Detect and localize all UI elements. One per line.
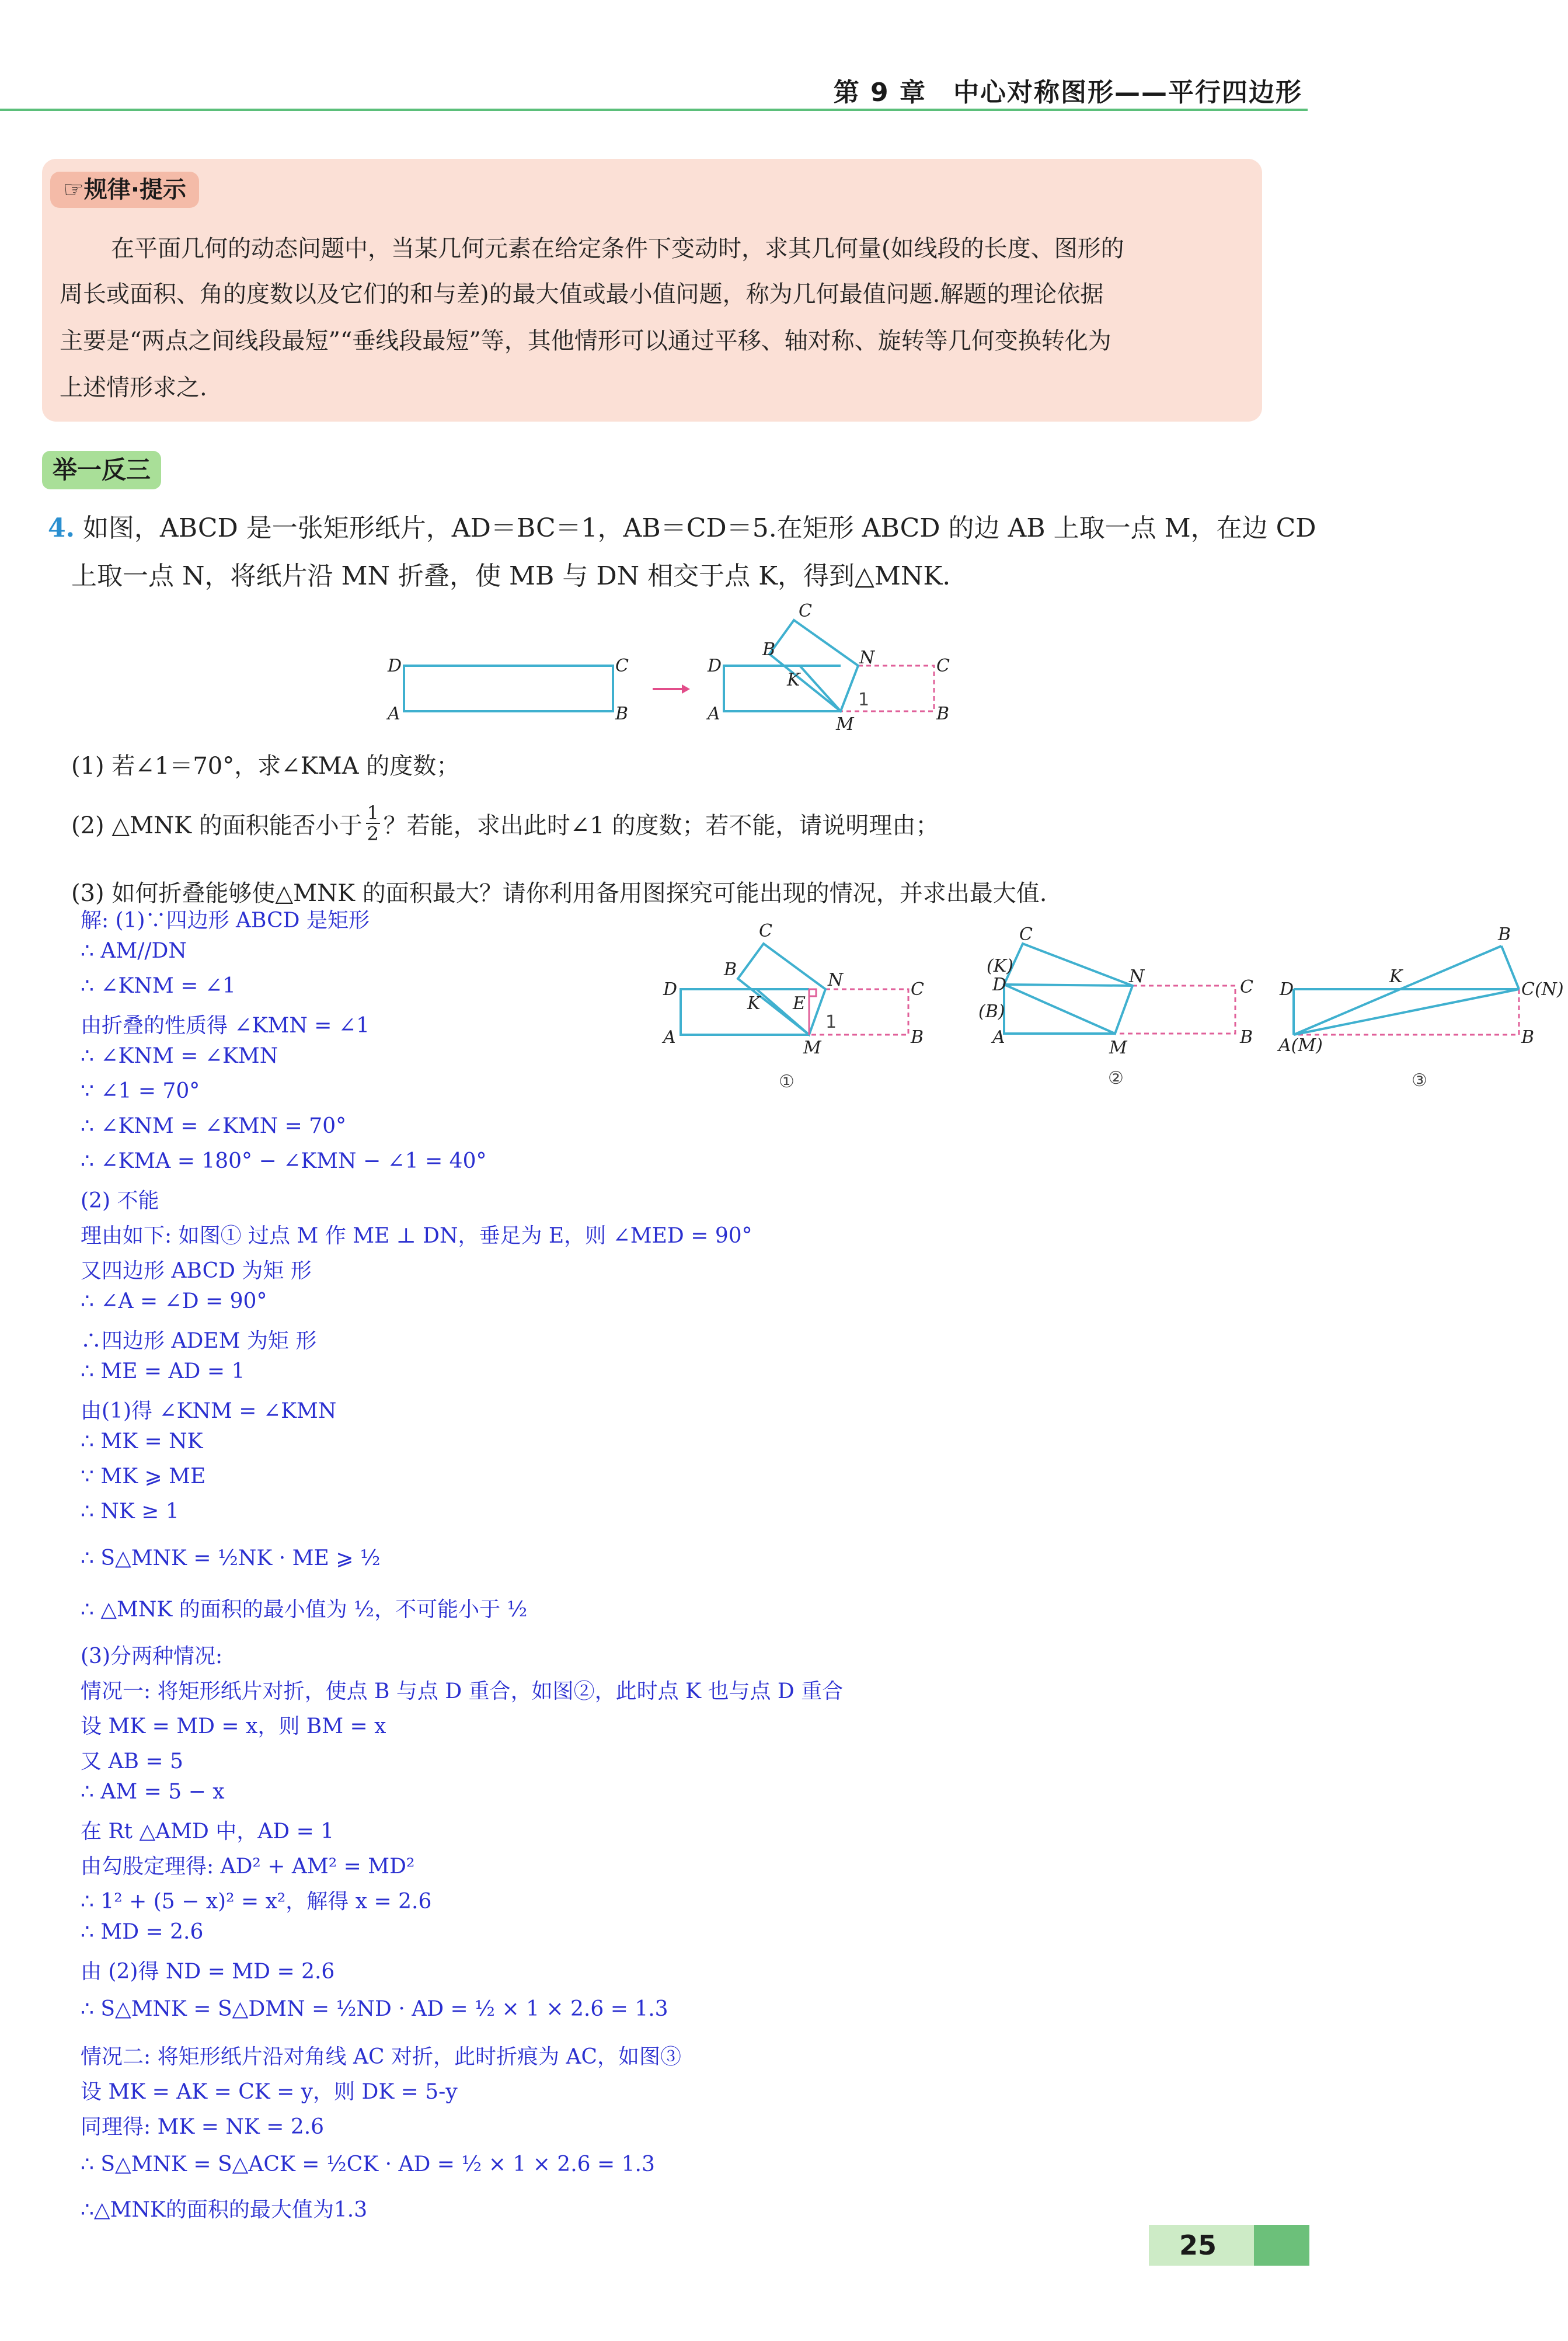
label-K: K (1389, 966, 1403, 987)
chapter-header: 第 9 章 中心对称图形——平行四边形 (833, 78, 1302, 107)
figure-3 (1277, 924, 1564, 1091)
label-B: B (936, 704, 950, 724)
figure-number-1: ① (779, 1072, 795, 1092)
label-D: D (708, 656, 722, 676)
answer-line: ∴ ∠KNM = ∠KMN (81, 1044, 278, 1068)
answer-line: 由(1)得 ∠KNM = ∠KMN (81, 1399, 337, 1423)
label-N: N (828, 970, 844, 990)
answer-line: ∴ AM = 5 − x (81, 1780, 225, 1804)
label-M: M (1109, 1038, 1127, 1058)
label-C: C (759, 921, 772, 941)
label-N: N (859, 648, 875, 668)
answer-line: 由折叠的性质得 ∠KMN = ∠1 (81, 1014, 370, 1038)
question-line-2: 上取一点 N，将纸片沿 MN 折叠，使 MB 与 DN 相交于点 K，得到△MNK. (71, 561, 951, 591)
answer-line: ∴ S△MNK = ½NK · ME ⩾ ½ (81, 1546, 381, 1570)
label-A: A (708, 704, 720, 724)
label-B: B (615, 704, 629, 724)
label-B: B (1498, 924, 1511, 945)
answer-line: 理由如下: 如图① 过点 M 作 ME ⊥ DN，垂足为 E，则 ∠MED = 90° (81, 1224, 752, 1248)
figure-1 (661, 921, 924, 1092)
label-B: B (762, 639, 776, 660)
answer-line: 设 MK = MD = x，则 BM = x (81, 1714, 386, 1738)
label-A: A (663, 1027, 676, 1048)
answer-line: ∴ ∠KNM = ∠KMN = 70° (81, 1114, 347, 1138)
label-D: D (1280, 979, 1294, 1000)
label-C: C (911, 979, 924, 1000)
figure-folded (706, 601, 950, 735)
answer-line: 解: (1)∵四边形 ABCD 是矩形 (81, 909, 370, 933)
answer-line: (2) 不能 (81, 1189, 159, 1213)
label-N: N (1129, 966, 1145, 987)
label-B: B (724, 959, 737, 980)
subquestion-2-text-b: ？若能，求出此时∠1 的度数；若不能，请说明理由； (383, 812, 939, 839)
tip-line: 上述情形求之. (60, 374, 207, 401)
label-K-paren: (K) (987, 956, 1013, 976)
answer-line: ∴ S△MNK = S△ACK = ½CK · AD = ½ × 1 × 2.6 = 1.3 (81, 2152, 655, 2176)
section-tag: 举一反三 (42, 451, 161, 489)
page-number-box (1149, 2225, 1309, 2266)
label-angle-1: 1 (825, 1012, 837, 1032)
answer-line: 情况二: 将矩形纸片沿对角线 AC 对折，此时折痕为 AC，如图③ (81, 2045, 681, 2069)
answer-line: ∴ NK ≥ 1 (81, 1500, 179, 1523)
label-B: B (1521, 1027, 1535, 1048)
answer-line: ∴ MK = NK (81, 1429, 203, 1453)
subquestion-3: (3) 如何折叠能够使△MNK 的面积最大？请你利用备用图探究可能出现的情况，并求出最大值. (71, 880, 1047, 907)
figure-number-3: ③ (1412, 1070, 1427, 1091)
label-angle-1: 1 (858, 690, 870, 710)
subquestion-1: (1) 若∠1＝70°，求∠KMA 的度数； (71, 753, 460, 780)
label-E: E (793, 993, 806, 1014)
answer-line: 在 Rt △AMD 中，AD = 1 (81, 1820, 334, 1843)
answer-line: 又四边形 ABCD 为矩 形 (81, 1259, 312, 1283)
label-C: C (1240, 977, 1253, 997)
label-C: C (1019, 924, 1033, 945)
answer-line: ∴ MD = 2.6 (81, 1920, 204, 1944)
label-D: D (663, 979, 678, 1000)
label-C: C (799, 601, 812, 621)
subquestion-2-text-a: (2) △MNK 的面积能否小于 (71, 812, 363, 839)
answer-line: 由勾股定理得: AD² + AM² = MD² (81, 1855, 415, 1879)
label-B: B (1240, 1027, 1253, 1048)
label-C: C (936, 656, 950, 676)
tip-line: 在平面几何的动态问题中，当某几何元素在给定条件下变动时，求其几何量(如线段的长度、图形的 (111, 235, 1124, 262)
question-text: 如图，ABCD 是一张矩形纸片，AD＝BC＝1，AB＝CD＝5.在矩形 ABCD 的边 AB 上取一点 M，在边 CD (82, 513, 1316, 543)
answer-line: 由 (2)得 ND = MD = 2.6 (81, 1960, 335, 1984)
answer-line: ∵ MK ⩾ ME (81, 1465, 206, 1488)
answer-line: ∴ ∠KMA = 180° − ∠KMN − ∠1 = 40° (81, 1149, 487, 1173)
label-D: D (388, 656, 402, 676)
fraction-numerator: 1 (367, 802, 379, 824)
figure-rectangle (386, 656, 629, 724)
answer-line: ∴ 1² + (5 − x)² = x²，解得 x = 2.6 (81, 1890, 432, 1914)
rect-abcd (404, 666, 613, 711)
label-A-M: A(M) (1278, 1035, 1323, 1056)
label-D: D (992, 975, 1007, 995)
answer-line: (3)分两种情况: (81, 1644, 223, 1668)
page-number-box-dark (1254, 2225, 1309, 2266)
answer-line: 设 MK = AK = CK = y，则 DK = 5-y (81, 2080, 458, 2104)
answer-line: ∴ AM//DN (81, 939, 187, 963)
tip-tag: ☞规律·提示 (50, 172, 199, 208)
answer-line: 情况一: 将矩形纸片对折，使点 B 与点 D 重合，如图②，此时点 K 也与点 D 重合 (81, 1679, 844, 1703)
answer-line: ∵ ∠1 = 70° (81, 1079, 200, 1103)
label-C: C (615, 656, 629, 676)
tip-line: 周长或面积、角的度数以及它们的和与差)的最大值或最小值问题，称为几何最值问题.解题的理论依据 (60, 281, 1104, 308)
figure-2 (978, 924, 1253, 1088)
label-K: K (747, 993, 761, 1014)
label-A: A (992, 1027, 1005, 1048)
tip-line: 主要是“两点之间线段最短”“垂线段最短”等，其他情形可以通过平移、轴对称、旋转等几何变换转化为 (60, 328, 1111, 354)
label-K: K (787, 670, 800, 690)
answer-line: ∴ ∠A = ∠D = 90° (81, 1289, 267, 1313)
answer-line: ∴△MNK的面积的最大值为1.3 (81, 2198, 368, 2222)
answer-line: ∴四边形 ADEM 为矩 形 (81, 1329, 317, 1353)
fraction-denominator: 2 (367, 823, 379, 845)
arrow-icon (653, 684, 690, 694)
answer-line: 又 AB = 5 (81, 1749, 183, 1773)
question-number: 4. (48, 513, 75, 543)
answer-line: ∴ ME = AD = 1 (81, 1359, 245, 1383)
answer-line: ∴ △MNK 的面积的最小值为 ½，不可能小于 ½ (81, 1598, 528, 1622)
answer-line: 同理得: MK = NK = 2.6 (81, 2115, 325, 2139)
figure-number-2: ② (1108, 1068, 1124, 1088)
label-M: M (803, 1038, 821, 1058)
label-C-N: C(N) (1521, 979, 1564, 1000)
label-M: M (836, 714, 854, 735)
label-B-paren: (B) (978, 1001, 1005, 1022)
page-number: 25 (1179, 2229, 1217, 2261)
label-A: A (388, 704, 400, 724)
label-B: B (911, 1027, 924, 1048)
answer-line: ∴ S△MNK = S△DMN = ½ND · AD = ½ × 1 × 2.6 = 1.3 (81, 1997, 668, 2021)
answer-line: ∴ ∠KNM = ∠1 (81, 974, 236, 998)
